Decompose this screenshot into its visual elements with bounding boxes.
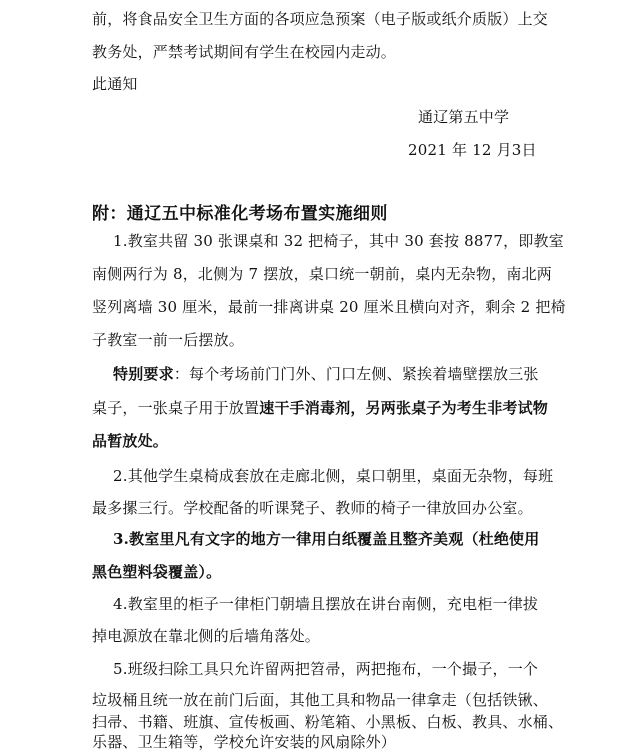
item2-line-2: 最多摞三行。学校配备的听课凳子、教师的椅子一律放回办公室。: [92, 499, 533, 517]
item4-line-1: 4.教室里的柜子一律柜门朝墙且摆放在讲台南侧，充电柜一律拔: [113, 595, 539, 613]
item4-line-2: 掉电源放在靠北侧的后墙角落处。: [92, 627, 321, 645]
item5-line-1: 5.班级扫除工具只允许留两把笤帚，两把拖布，一个撮子，一个: [113, 660, 539, 678]
intro-line-2: 教务处，严禁考试期间有学生在校园内走动。: [92, 43, 397, 61]
item1-line-1: 1.教室共留 30 张课桌和 32 把椅子，其中 30 套按 8877，即教室: [113, 232, 564, 250]
closing-text: 此通知: [92, 75, 138, 93]
special-line-1-rest: ：每个考场前门门外、门口左侧、紧挨着墙壁摆放三张: [173, 365, 539, 383]
item2-line-1: 2.其他学生桌椅成套放在走廊北侧，桌口朝里，桌面无杂物，每班: [113, 467, 554, 485]
item1-line-3: 竖列离墙 30 厘米，最前一排离讲桌 20 厘米且横向对齐，剩余 2 把椅: [92, 298, 566, 316]
special-label: 特别要求: [113, 365, 174, 383]
item1-line-2: 南侧两行为 8，北侧为 7 摆放，桌口统一朝前，桌内无杂物，南北两: [92, 265, 552, 283]
item5-line-3: 扫帚、书籍、班旗、宣传板画、粉笔箱、小黑板、白板、教具、水桶、: [92, 713, 564, 731]
item3-line-2: 黑色塑料袋覆盖）。: [92, 563, 222, 581]
special-line-3: 品暂放处。: [92, 432, 169, 450]
appendix-title: 附：通辽五中标准化考场布置实施细则: [92, 204, 388, 224]
signature-org: 通辽第五中学: [418, 108, 510, 126]
signature-date: 2021 年 12 月3日: [408, 141, 537, 159]
intro-line-1: 前，将食品安全卫生方面的各项应急预案（电子版或纸介质版）上交: [92, 10, 549, 28]
item5-line-4: 乐器、卫生箱等，学校允许安装的风扇除外）: [92, 733, 397, 751]
special-line-2-bold: 速干手消毒剂，另两张桌子为考生非考试物: [259, 399, 549, 417]
special-line-2-normal: 桌子，一张桌子用于放置: [92, 399, 260, 417]
item3-line-1: 3.教室里凡有文字的地方一律用白纸覆盖且整齐美观（杜绝使用: [113, 530, 540, 548]
special-line-1: [113, 364, 539, 384]
special-line-2: [92, 398, 548, 418]
item1-line-4: 子教室一前一后摆放。: [92, 331, 245, 349]
item5-line-2: 垃圾桶且统一放在前门后面，其他工具和物品一律拿走（包括铁锹、: [92, 691, 549, 709]
